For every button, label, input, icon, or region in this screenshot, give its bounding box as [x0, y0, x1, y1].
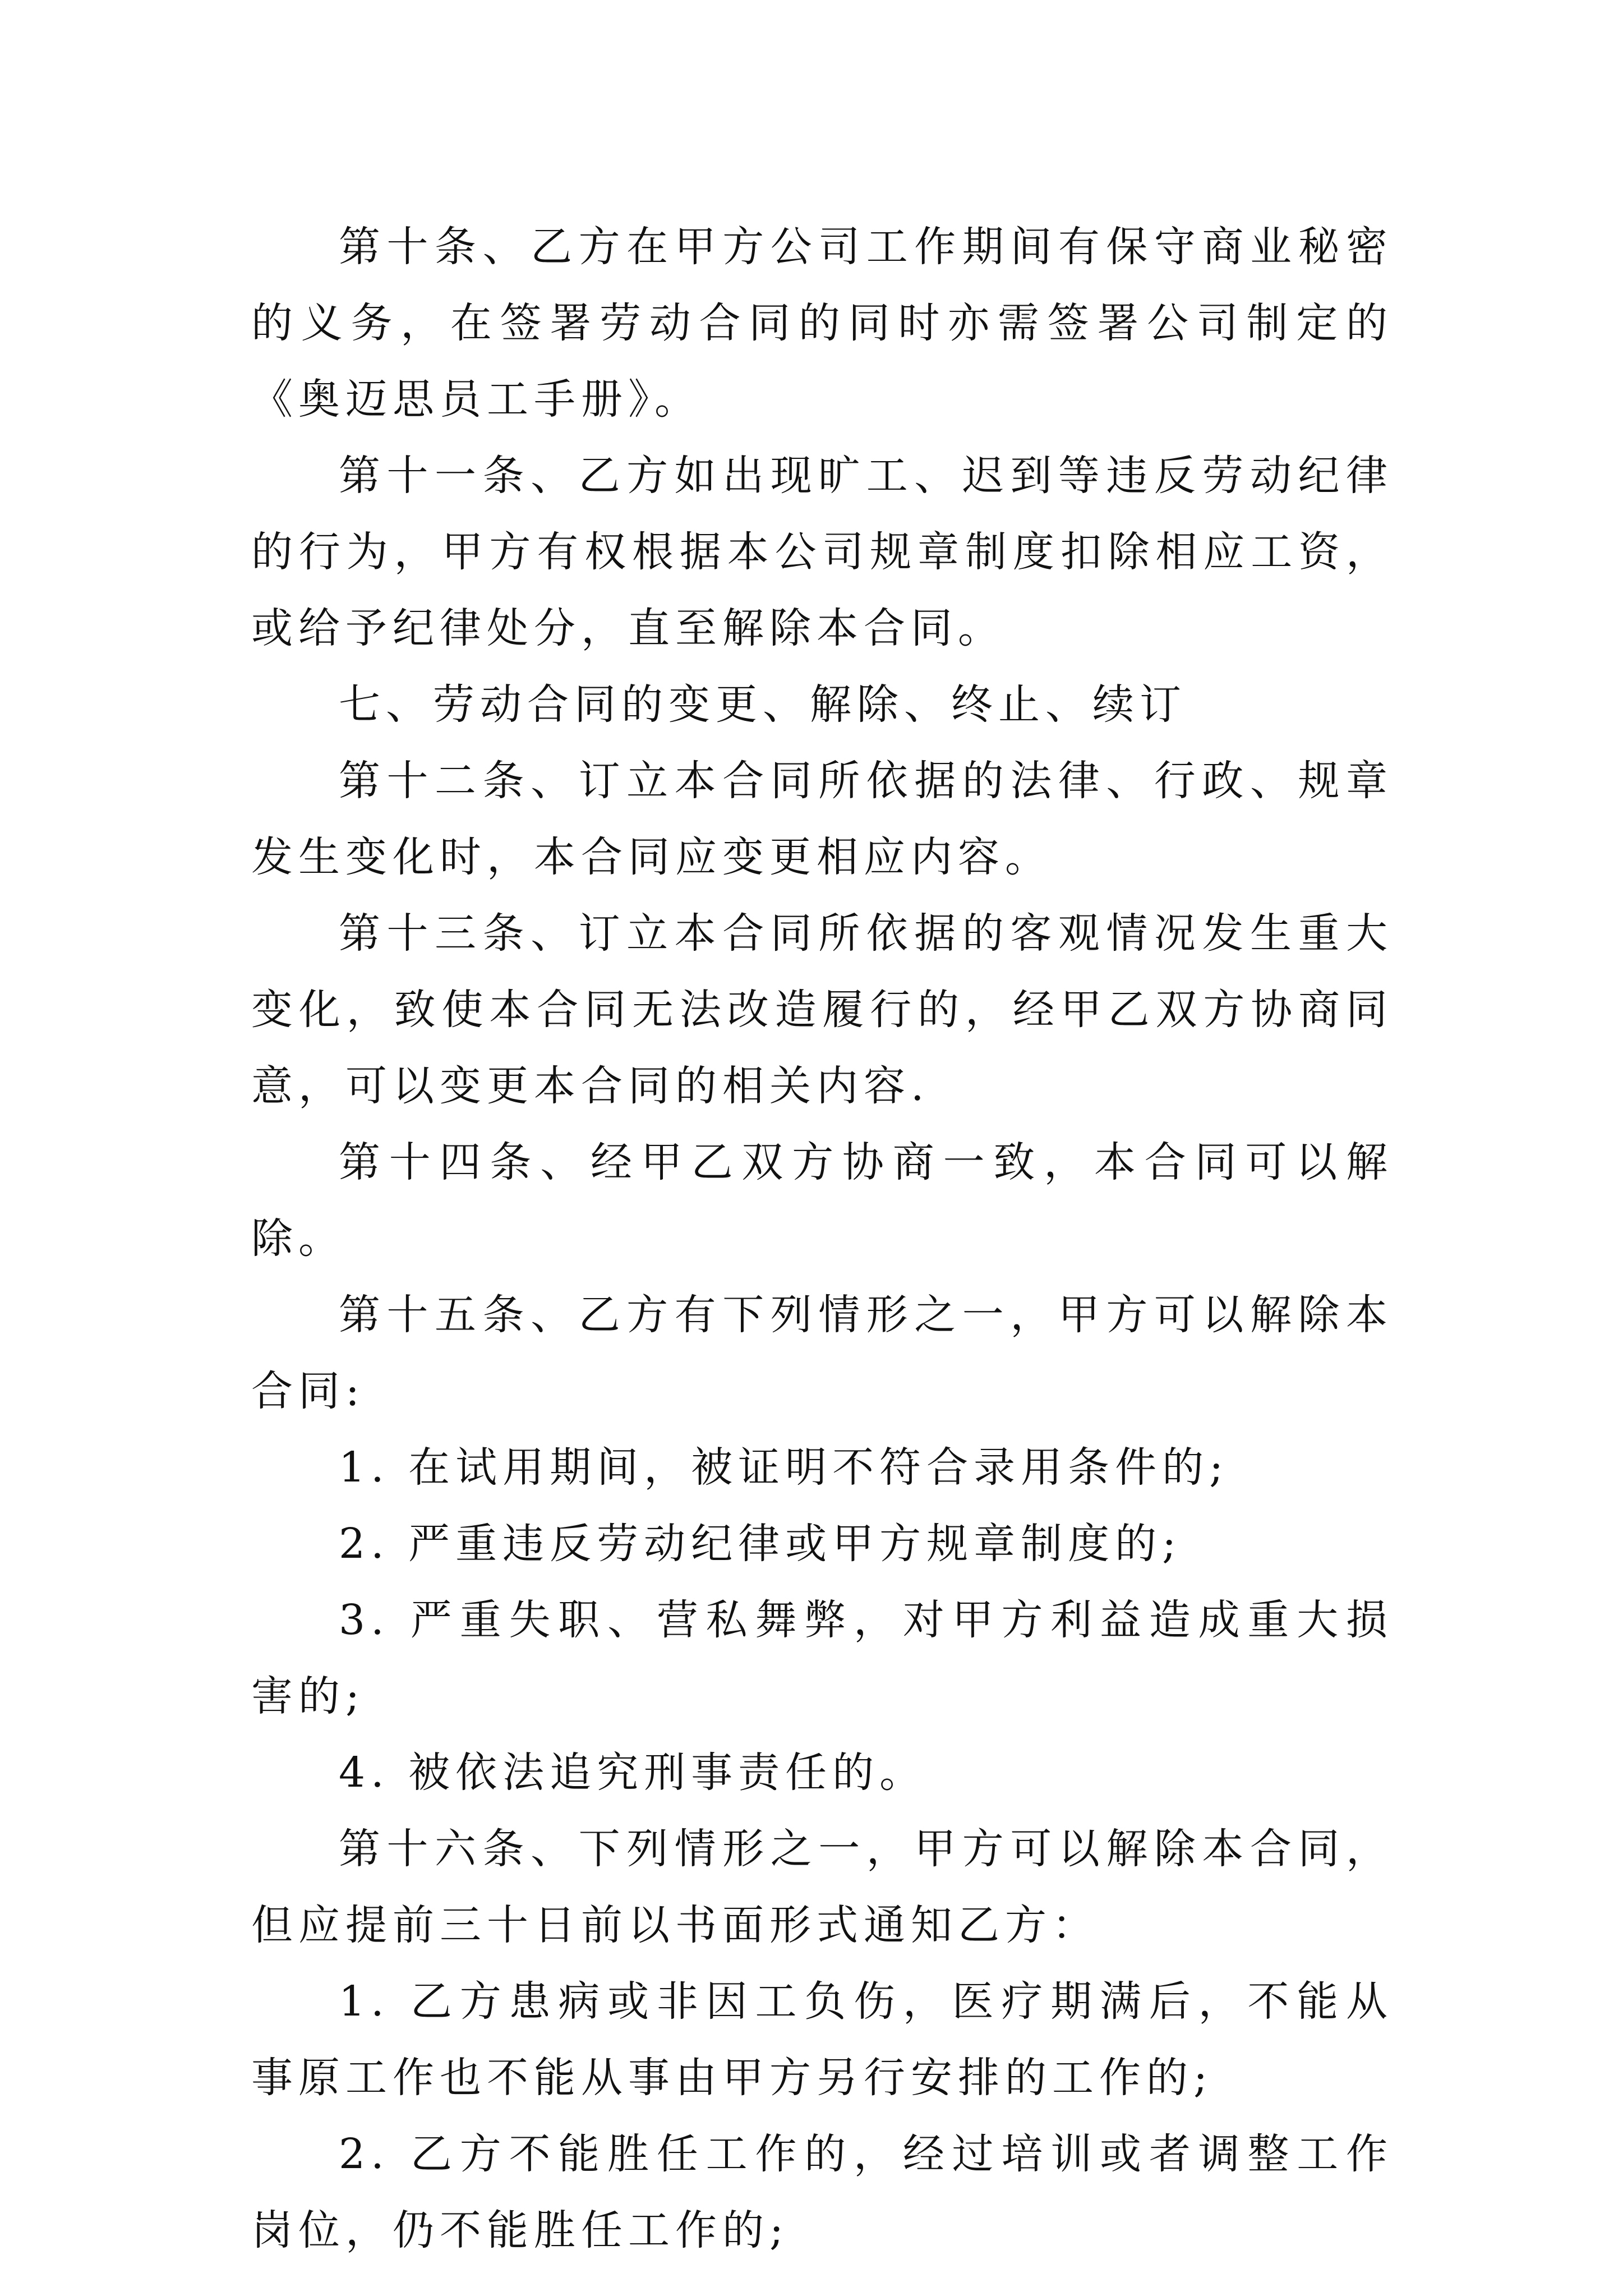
paragraph-article-15: 第十五条、乙方有下列情形之一，甲方可以解除本合同:	[251, 1291, 1393, 1415]
list-item-16-1: 1. 乙方患病或非因工负伤，医疗期满后，不能从事原工作也不能从事由甲方另行安排的工作的;	[251, 1977, 1393, 2102]
paragraph-article-13: 第十三条、订立本合同所依据的客观情况发生重大变化，致使本合同无法改造履行的，经甲乙双方协商同意，可以变更本合同的相关内容.	[251, 909, 1393, 1110]
paragraph-article-11: 第十一条、乙方如出现旷工、迟到等违反劳动纪律的行为，甲方有权根据本公司规章制度扣除相应工资，或给予纪律处分，直至解除本合同。	[251, 452, 1393, 652]
list-item-15-1: 1. 在试用期间，被证明不符合录用条件的;	[339, 1443, 1229, 1492]
paragraph-article-14: 第十四条、经甲乙双方协商一致，本合同可以解除。	[251, 1138, 1393, 1263]
document-body	[251, 209, 1393, 2269]
paragraph-article-16: 第十六条、下列情形之一，甲方可以解除本合同，但应提前三十日前以书面形式通知乙方：	[251, 1825, 1393, 1949]
list-item-15-3: 3. 严重失职、营私舞弊，对甲方利益造成重大损害的;	[251, 1596, 1393, 1720]
paragraph-article-10: 第十条、乙方在甲方公司工作期间有保守商业秘密的义务，在签署劳动合同的同时亦需签署公司制定的《奥迈思员工手册》。	[251, 223, 1393, 424]
list-item-15-2: 2. 严重违反劳动纪律或甲方规章制度的;	[339, 1520, 1182, 1568]
list-item-16-2: 2. 乙方不能胜任工作的，经过培训或者调整工作岗位，仍不能胜任工作的;	[251, 2130, 1393, 2254]
list-item-15-4: 4. 被依法追究刑事责任的。	[339, 1749, 927, 1797]
paragraph-article-12: 第十二条、订立本合同所依据的法律、行政、规章发生变化时，本合同应变更相应内容。	[251, 757, 1393, 881]
section-heading-7: 七、劳动合同的变更、解除、终止、续订	[339, 680, 1187, 729]
